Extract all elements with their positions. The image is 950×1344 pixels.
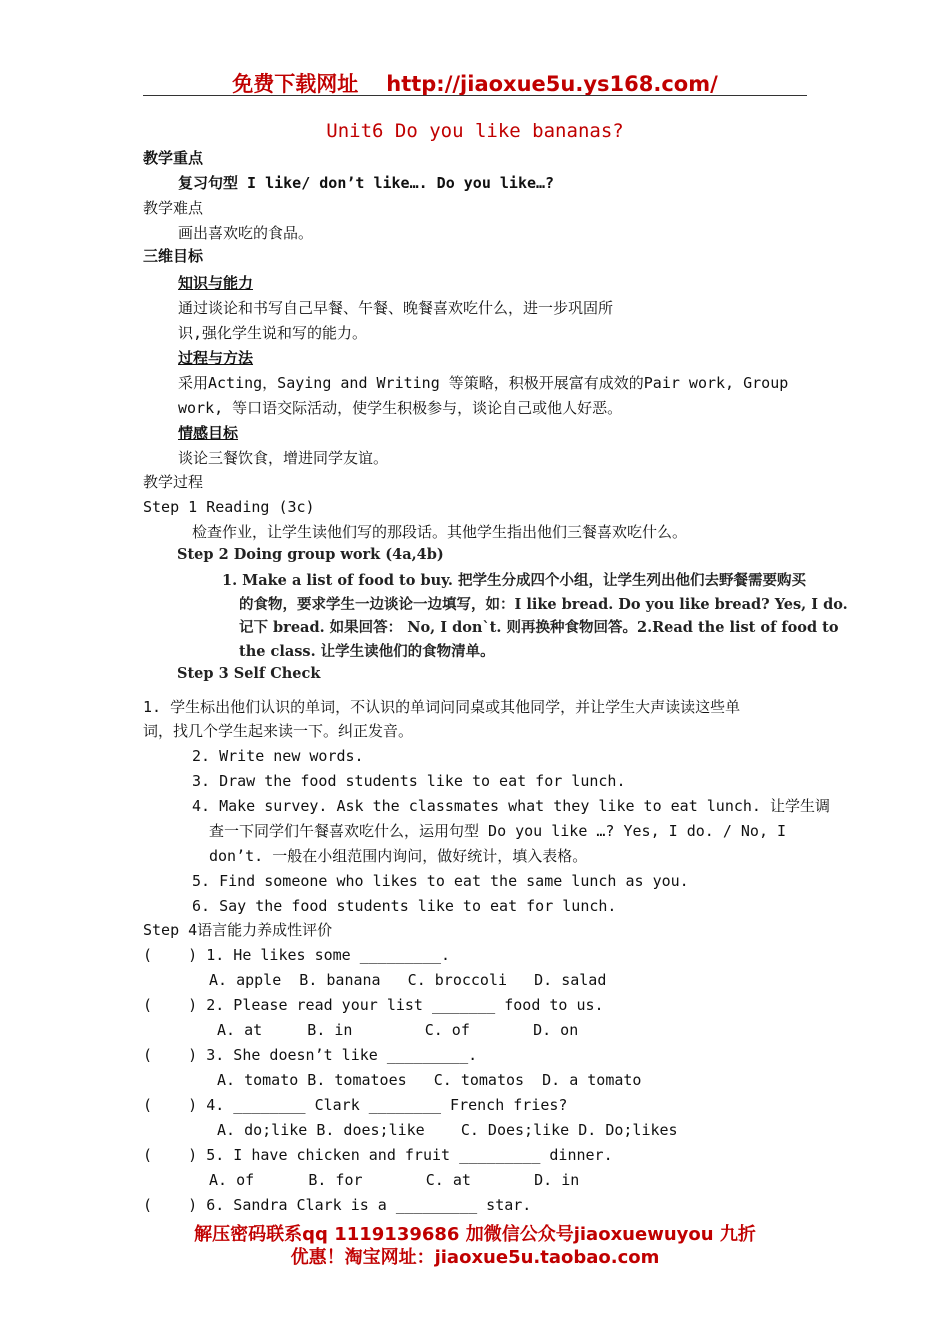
emotion-text: 谈论三餐饮食，增进同学友谊。 xyxy=(178,449,389,467)
step2-line-3: 记下 bread. 如果回答： No, I don`t. 则再换种食物回答。2.Read the list of food to xyxy=(239,619,839,636)
emotion-heading: 情感目标 xyxy=(178,424,239,442)
difficulty-text: 画出喜欢吃的食品。 xyxy=(178,224,314,242)
process-line-2: work, 等口语交际活动，使学生积极参与，谈论自己或他人好恶。 xyxy=(178,399,623,417)
step3-item6: 6. Say the food students like to eat for lunch. xyxy=(192,897,617,915)
question-3-options: A. tomato B. tomatoes C. tomatos D. a tomato xyxy=(217,1071,642,1089)
page-title: Unit6 Do you like bananas? xyxy=(326,120,624,142)
question-4-options: A. do;like B. does;like C. Does;like D. Do;likes xyxy=(217,1121,678,1139)
step3-item4-line1: 4. Make survey. Ask the classmates what they like to eat lunch. 让学生调 xyxy=(192,797,830,815)
step1-text: 检查作业，让学生读他们写的那段话。其他学生指出他们三餐喜欢吃什么。 xyxy=(192,523,688,541)
footer-line-1: 解压密码联系qq 1119139686 加微信公众号jiaoxuewuyou 九折 xyxy=(194,1224,756,1245)
objectives-heading: 三维目标 xyxy=(143,247,204,265)
step1-title: Step 1 Reading (3c) xyxy=(143,498,315,516)
focus-text: 复习句型 I like/ don’t like…. Do you like…? xyxy=(178,174,555,192)
step3-item4-line2: 查一下同学们午餐喜欢吃什么，运用句型 Do you like …? Yes, I do. / No, I xyxy=(209,822,787,840)
question-5-options: A. of B. for C. at D. in xyxy=(209,1171,580,1189)
process-line-1: 采用Acting，Saying and Writing 等策略，积极开展富有成效的Pair work, Group xyxy=(178,374,789,392)
knowledge-line-2: 识,强化学生说和写的能力。 xyxy=(178,324,368,342)
header-label: 免费下载网址 xyxy=(232,72,359,96)
header-banner xyxy=(0,68,950,98)
header-divider xyxy=(143,95,807,96)
step3-title: Step 3 Self Check xyxy=(177,665,321,682)
step2-title: Step 2 Doing group work (4a,4b) xyxy=(177,546,444,563)
step3-item5: 5. Find someone who likes to eat the same lunch as you. xyxy=(192,872,689,890)
process-heading: 过程与方法 xyxy=(178,349,254,367)
footer-line-2[interactable]: 优惠！淘宝网址：jiaoxue5u.taobao.com xyxy=(290,1247,660,1268)
step3-item1-line1: 1. 学生标出他们认识的单词，不认识的单词问同桌或其他同学，并让学生大声读读这些单 xyxy=(143,698,741,716)
header-url-link[interactable]: http://jiaoxue5u.ys168.com/ xyxy=(386,72,718,96)
question-1-options: A. apple B. banana C. broccoli D. salad xyxy=(209,971,607,989)
step4-title: Step 4语言能力养成性评价 xyxy=(143,921,333,939)
step2-line-1: 1. Make a list of food to buy. 把学生分成四个小组，让学生列出他们去野餐需要购买 xyxy=(222,572,806,589)
step3-item4-line3: don’t. 一般在小组范围内询问，做好统计，填入表格。 xyxy=(209,847,588,865)
step3-item1-line2: 词，找几个学生起来读一下。纠正发音。 xyxy=(143,722,414,740)
question-3-stem: ( ) 3. She doesn’t like _________. xyxy=(143,1046,478,1064)
question-1-stem: ( ) 1. He likes some _________. xyxy=(143,946,451,964)
difficulty-heading: 教学难点 xyxy=(143,199,204,217)
knowledge-heading: 知识与能力 xyxy=(178,274,254,292)
step3-item2: 2. Write new words. xyxy=(192,747,364,765)
question-5-stem: ( ) 5. I have chicken and fruit _________ dinner. xyxy=(143,1146,613,1164)
procedure-heading: 教学过程 xyxy=(143,473,204,491)
focus-heading: 教学重点 xyxy=(143,149,204,167)
knowledge-line-1: 通过谈论和书写自己早餐、午餐、晚餐喜欢吃什么，进一步巩固所 xyxy=(178,299,614,317)
step2-line-2: 的食物，要求学生一边谈论一边填写，如：I like bread. Do you like bread? Yes, I do. xyxy=(239,596,848,613)
question-4-stem: ( ) 4. ________ Clark ________ French fries? xyxy=(143,1096,568,1114)
question-2-options: A. at B. in C. of D. on xyxy=(217,1021,579,1039)
question-6-stem: ( ) 6. Sandra Clark is a _________ star. xyxy=(143,1196,532,1214)
step3-item3: 3. Draw the food students like to eat for lunch. xyxy=(192,772,626,790)
step2-line-4: the class. 让学生读他们的食物清单。 xyxy=(239,643,495,660)
question-2-stem: ( ) 2. Please read your list _______ food to us. xyxy=(143,996,604,1014)
